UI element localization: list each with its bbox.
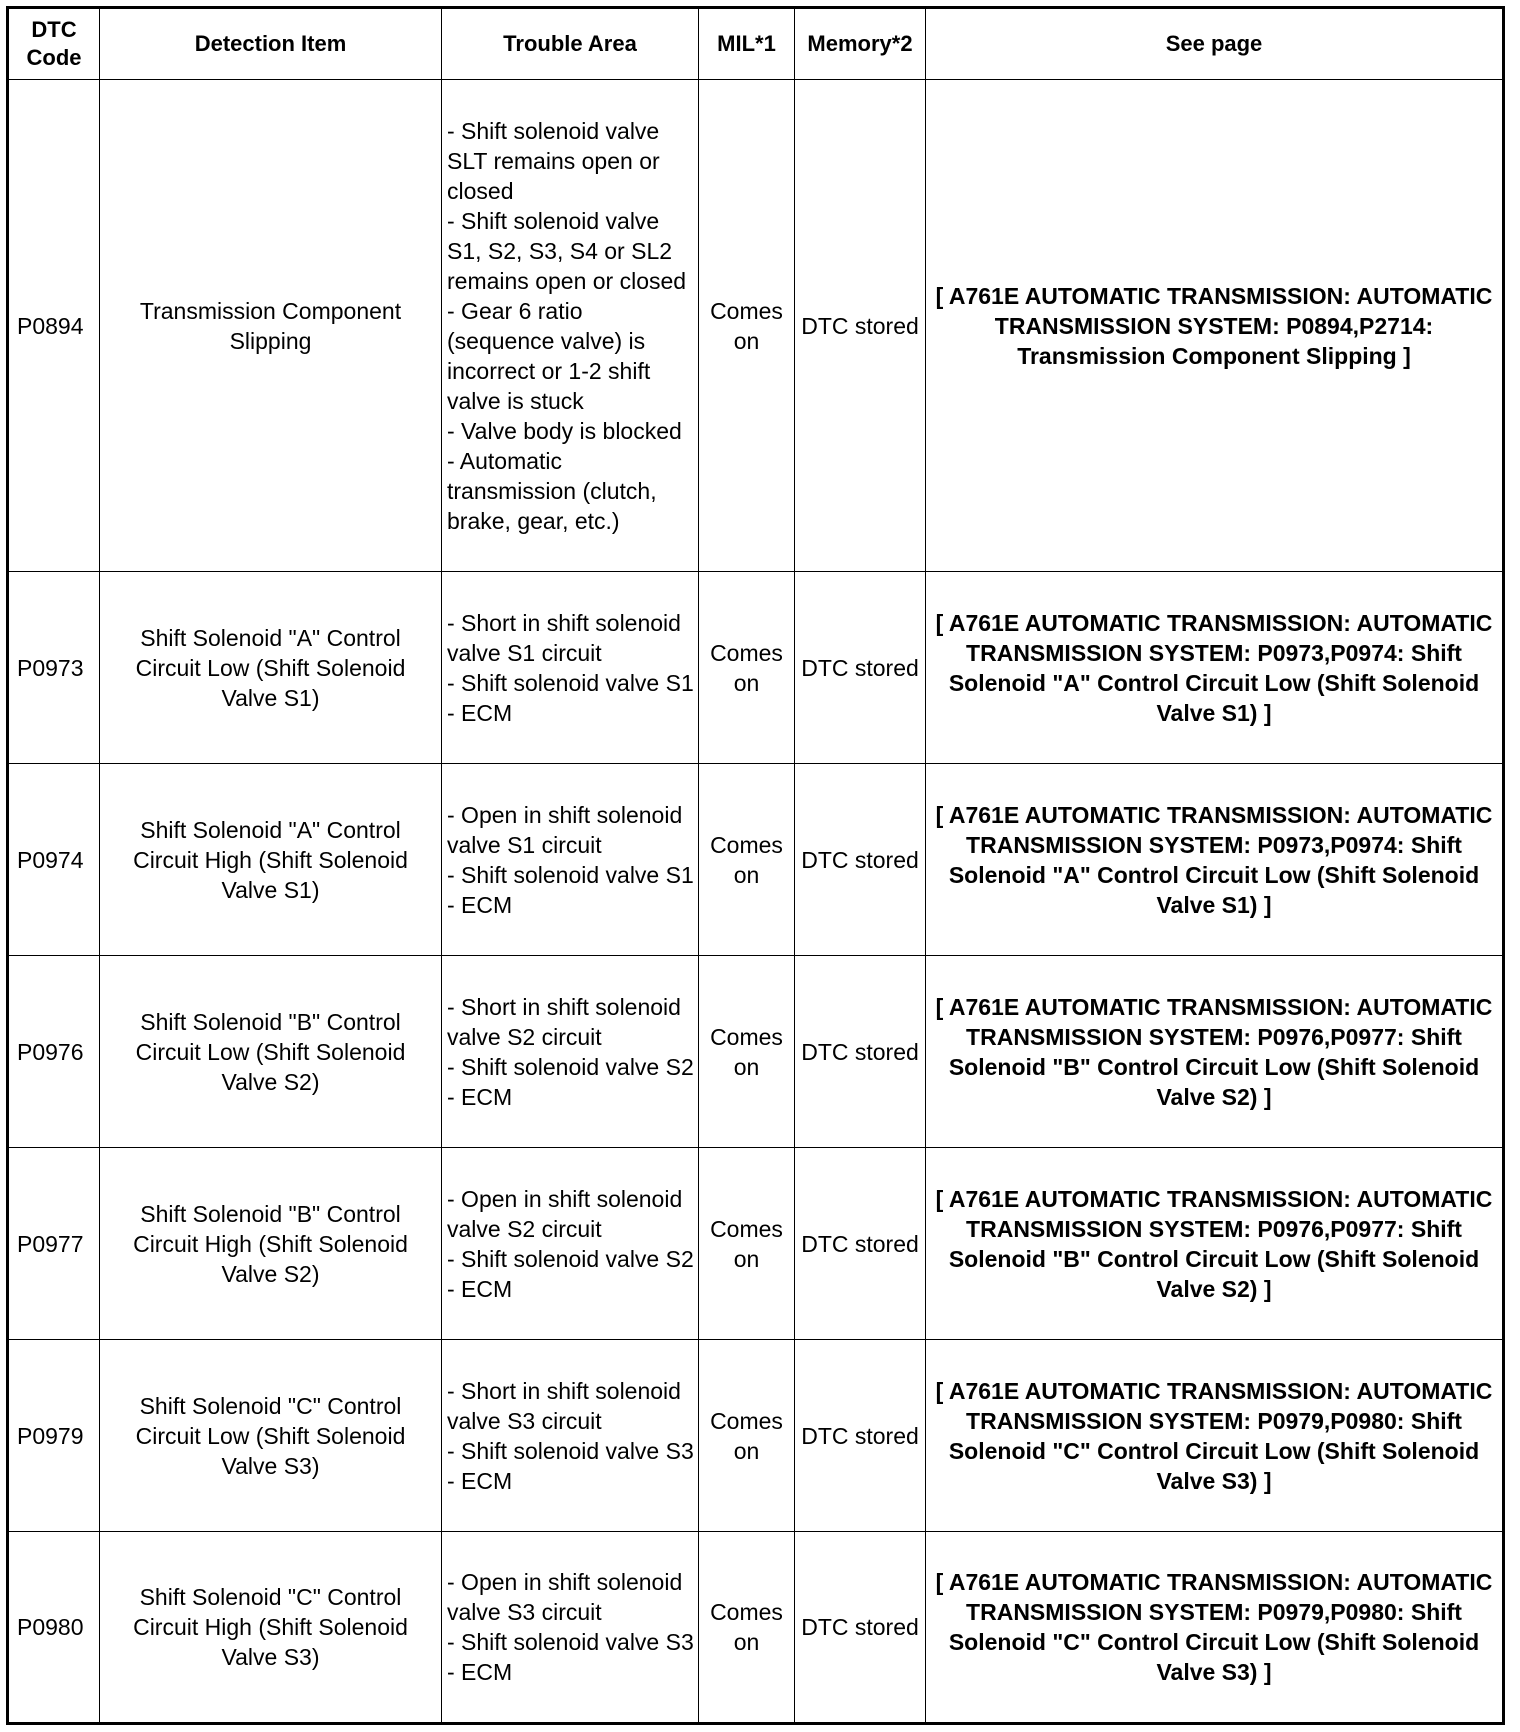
see-page-link[interactable]: [ A761E AUTOMATIC TRANSMISSION: AUTOMATIC TRANSMISSION SYSTEM: P0973,P0974: Shift Solenoid "A" Control Circuit Low (Shift Solenoid Valve S1) ] xyxy=(926,764,1504,956)
dtc-code-cell: P0980 xyxy=(8,1532,100,1724)
detection-item-cell: Shift Solenoid "C" Control Circuit High (Shift Solenoid Valve S3) xyxy=(100,1532,442,1724)
trouble-area-line: - Shift solenoid valve S2 xyxy=(447,1053,694,1080)
table-row xyxy=(8,956,1504,1148)
trouble-area-line: - Shift solenoid valve S1 xyxy=(447,669,694,696)
mil-cell: Comes on xyxy=(699,956,795,1148)
memory-cell: DTC stored xyxy=(795,956,926,1148)
table-row xyxy=(8,764,1504,956)
table-row xyxy=(8,572,1504,764)
trouble-area-cell xyxy=(442,572,699,764)
mil-cell: Comes on xyxy=(699,764,795,956)
dtc-code-cell: P0974 xyxy=(8,764,100,956)
trouble-area-line: - Shift solenoid valve S3 xyxy=(447,1437,694,1464)
trouble-area-line: - ECM xyxy=(447,1659,513,1685)
header-trouble-area: Trouble Area xyxy=(442,8,699,80)
detection-item-cell: Shift Solenoid "B" Control Circuit High (Shift Solenoid Valve S2) xyxy=(100,1148,442,1340)
dtc-table xyxy=(6,6,1505,1725)
table-row xyxy=(8,80,1504,572)
table-row xyxy=(8,1340,1504,1532)
trouble-area-line: - Shift solenoid valve S1, S2, S3, S4 or SL2 remains open or closed xyxy=(447,207,687,294)
trouble-area-cell xyxy=(442,1532,699,1724)
detection-item-cell: Shift Solenoid "A" Control Circuit Low (Shift Solenoid Valve S1) xyxy=(100,572,442,764)
dtc-code-cell: P0976 xyxy=(8,956,100,1148)
dtc-code-cell: P0979 xyxy=(8,1340,100,1532)
header-detection-item: Detection Item xyxy=(100,8,442,80)
trouble-area-line: - Shift solenoid valve S2 xyxy=(447,1245,694,1272)
header-row xyxy=(8,8,1504,80)
dtc-code-cell: P0973 xyxy=(8,572,100,764)
trouble-area-line: - Shift solenoid valve SLT remains open or closed xyxy=(447,117,660,204)
table-row xyxy=(8,1148,1504,1340)
trouble-area-line: - Short in shift solenoid valve S3 circuit xyxy=(447,1377,681,1434)
detection-item-cell: Shift Solenoid "C" Control Circuit Low (Shift Solenoid Valve S3) xyxy=(100,1340,442,1532)
trouble-area-cell xyxy=(442,1148,699,1340)
trouble-area-cell xyxy=(442,764,699,956)
memory-cell: DTC stored xyxy=(795,1148,926,1340)
trouble-area-line: - Shift solenoid valve S3 xyxy=(447,1629,694,1655)
see-page-link[interactable]: [ A761E AUTOMATIC TRANSMISSION: AUTOMATIC TRANSMISSION SYSTEM: P0976,P0977: Shift Solenoid "B" Control Circuit Low (Shift Solenoid Valve S2) ] xyxy=(926,956,1504,1148)
trouble-area-line: - Open in shift solenoid valve S2 circuit xyxy=(447,1185,683,1242)
see-page-link[interactable]: [ A761E AUTOMATIC TRANSMISSION: AUTOMATIC TRANSMISSION SYSTEM: P0976,P0977: Shift Solenoid "B" Control Circuit Low (Shift Solenoid Valve S2) ] xyxy=(926,1148,1504,1340)
trouble-area-line: - ECM xyxy=(447,1467,513,1494)
trouble-area-line: - ECM xyxy=(447,699,513,726)
mil-cell: Comes on xyxy=(699,1532,795,1724)
memory-cell: DTC stored xyxy=(795,572,926,764)
header-memory: Memory*2 xyxy=(795,8,926,80)
detection-item-cell: Shift Solenoid "B" Control Circuit Low (Shift Solenoid Valve S2) xyxy=(100,956,442,1148)
see-page-link[interactable]: [ A761E AUTOMATIC TRANSMISSION: AUTOMATIC TRANSMISSION SYSTEM: P0973,P0974: Shift Solenoid "A" Control Circuit Low (Shift Solenoid Valve S1) ] xyxy=(926,572,1504,764)
memory-cell: DTC stored xyxy=(795,1532,926,1724)
see-page-link[interactable]: [ A761E AUTOMATIC TRANSMISSION: AUTOMATIC TRANSMISSION SYSTEM: P0894,P2714: Transmission Component Slipping ] xyxy=(926,80,1504,572)
mil-cell: Comes on xyxy=(699,1148,795,1340)
trouble-area-line: - ECM xyxy=(447,1083,513,1110)
trouble-area-line: - Open in shift solenoid valve S3 circuit xyxy=(447,1569,683,1625)
trouble-area-line: - Gear 6 ratio (sequence valve) is incorrect or 1-2 shift valve is stuck xyxy=(447,297,651,414)
dtc-code-cell: P0894 xyxy=(8,80,100,572)
trouble-area-line: - Shift solenoid valve S1 xyxy=(447,861,694,888)
mil-cell: Comes on xyxy=(699,572,795,764)
mil-cell: Comes on xyxy=(699,1340,795,1532)
trouble-area-cell xyxy=(442,80,699,572)
trouble-area-cell xyxy=(442,956,699,1148)
trouble-area-line: - Short in shift solenoid valve S2 circuit xyxy=(447,993,681,1050)
mil-cell: Comes on xyxy=(699,80,795,572)
see-page-link[interactable]: [ A761E AUTOMATIC TRANSMISSION: AUTOMATIC TRANSMISSION SYSTEM: P0979,P0980: Shift Solenoid "C" Control Circuit Low (Shift Solenoid Valve S3) ] xyxy=(926,1340,1504,1532)
memory-cell: DTC stored xyxy=(795,1340,926,1532)
memory-cell: DTC stored xyxy=(795,764,926,956)
trouble-area-line: - Short in shift solenoid valve S1 circuit xyxy=(447,609,681,666)
trouble-area-cell xyxy=(442,1340,699,1532)
trouble-area-line: - Automatic transmission (clutch, brake, gear, etc.) xyxy=(447,447,657,534)
header-see-page: See page xyxy=(926,8,1504,80)
dtc-code-cell: P0977 xyxy=(8,1148,100,1340)
trouble-area-line: - Open in shift solenoid valve S1 circuit xyxy=(447,801,683,858)
header-dtc-code: DTC Code xyxy=(8,8,100,80)
table-row xyxy=(8,1532,1504,1724)
detection-item-cell: Transmission Component Slipping xyxy=(100,80,442,572)
trouble-area-line: - ECM xyxy=(447,1275,513,1302)
see-page-link[interactable]: [ A761E AUTOMATIC TRANSMISSION: AUTOMATIC TRANSMISSION SYSTEM: P0979,P0980: Shift Solenoid "C" Control Circuit Low (Shift Solenoid Valve S3) ] xyxy=(926,1532,1504,1724)
trouble-area-line: - Valve body is blocked xyxy=(447,417,682,444)
memory-cell: DTC stored xyxy=(795,80,926,572)
header-mil: MIL*1 xyxy=(699,8,795,80)
trouble-area-line: - ECM xyxy=(447,891,513,918)
detection-item-cell: Shift Solenoid "A" Control Circuit High (Shift Solenoid Valve S1) xyxy=(100,764,442,956)
